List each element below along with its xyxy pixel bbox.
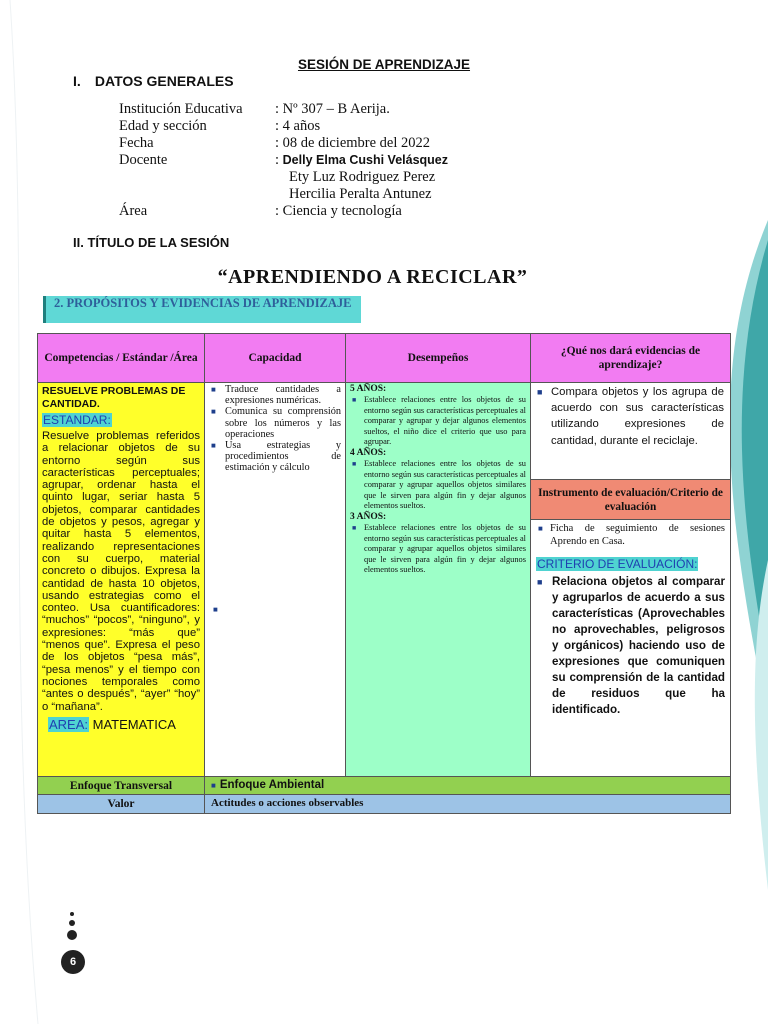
competencia-cell <box>37 382 205 777</box>
dot <box>70 912 74 916</box>
area-line <box>42 717 200 732</box>
docente-label: Docente <box>119 152 168 168</box>
section-number: II. <box>73 235 84 250</box>
fecha-label: Fecha <box>119 135 154 151</box>
valor-value: Actitudes o acciones observables <box>204 794 731 814</box>
docente-colon: : <box>275 152 283 168</box>
capacidad-text: Usa estrategias y procedimientos de estimación y cálculo <box>225 440 341 474</box>
criterio-item <box>536 574 725 718</box>
estandar-text: Resuelve problemas referidos a relacionar objetos de su entorno según sus características perceptuales; agrupar, ordenar hasta el quinto lugar, seriar hasta 5 objetos, comparar cantidades de objetos y pesos, agregar y quitar hasta 5 elementos, realizando representaciones con su cuerpo, material concreto o dibujos. Expresa la cantidad de hasta 10 objetos, usando estrategias como el conteo. Usa cuantificadores: “muchos” “pocos”, “ninguno”, y expresiones: “más que” “menos que”. Expresa el peso de los objetos “pesa más”, “pesa menos” y el tiempo con nociones temporales como “antes o después”, “ayer” “hoy” o “mañana”. <box>42 430 200 713</box>
enfoque-text: Enfoque Ambiental <box>219 779 325 791</box>
area-name: MATEMATICA <box>89 716 176 732</box>
header-desempenos: Desempeños <box>345 333 531 383</box>
session-title: SESIÓN DE APRENDIZAJE <box>297 57 471 72</box>
header-competencias: Competencias / Estándar /Área <box>37 333 205 383</box>
desempeno-item <box>350 523 526 576</box>
enfoque-label: Enfoque Transversal <box>37 776 205 795</box>
page-number: 6 <box>61 950 85 974</box>
capacidad-list <box>211 384 341 474</box>
square-bullet-icon: ■ <box>537 387 543 397</box>
criterio-cell <box>530 519 731 777</box>
purposes-title: 2. PROPÓSITOS Y EVIDENCIAS DE APRENDIZAJE <box>54 296 352 310</box>
age-label: 3 AÑOS: <box>350 511 387 522</box>
area-label: Área <box>119 203 148 219</box>
capacidad-cell <box>204 382 346 777</box>
square-bullet-icon: ■ <box>211 385 216 394</box>
docente-3: Hercilia Peralta Antunez <box>289 186 432 202</box>
square-bullet-icon: ■ <box>352 523 357 532</box>
age-label: 4 AÑOS: <box>350 447 387 458</box>
dot <box>67 930 77 940</box>
ficha-text: Ficha de seguimiento de sesiones Aprendo en Casa. <box>550 523 725 547</box>
institucion-label: Institución Educativa <box>119 101 243 117</box>
square-bullet-icon: ■ <box>213 605 218 614</box>
desempeno-item <box>350 395 526 448</box>
section-number: I. <box>73 73 81 89</box>
square-bullet-icon: ■ <box>211 441 216 451</box>
desempeno-text: Establece relaciones entre los objetos de su entorno según sus características perceptuales al comparar y agrupar aquellos objetos similares que le sirven para algún fin y dejar algunos elementos sueltos. <box>364 522 526 575</box>
square-bullet-icon: ■ <box>211 781 216 790</box>
header-evidencias: ¿Qué nos dará evidencias de aprendizaje? <box>530 333 731 383</box>
area-tag: AREA: <box>49 716 89 732</box>
valor-label: Valor <box>37 794 205 814</box>
square-bullet-icon: ■ <box>538 524 543 533</box>
square-bullet-icon: ■ <box>537 577 543 587</box>
docente-1: Delly Elma Cushi Velásquez <box>282 153 449 167</box>
desempeno-text: Establece relaciones entre los objetos de su entorno según sus características perceptuales al comparar y agrupar aquellos objetos similares que le sirven para algún fin y dejar algunos elementos sueltos. <box>364 458 526 511</box>
list-item <box>211 406 341 440</box>
header-capacidad: Capacidad <box>204 333 346 383</box>
instrumento-header: Instrumento de evaluación/Criterio de evaluación <box>530 479 731 520</box>
square-bullet-icon: ■ <box>352 396 357 404</box>
desempeno-item <box>350 459 526 512</box>
dot <box>69 920 75 926</box>
estandar-label: ESTANDAR: <box>43 413 111 427</box>
evidencia-cell <box>530 382 731 480</box>
capacidad-text: Traduce cantidades a expresiones numéricas. <box>225 384 341 407</box>
criterio-label: CRITERIO DE EVALUACIÓN: <box>537 557 698 571</box>
area-value: : Ciencia y tecnología <box>275 203 402 219</box>
edad-value: : 4 años <box>275 118 321 134</box>
desempeno-text: Establece relaciones entre los objetos de su entorno según sus características perceptuales al comparar y agrupar y dejar algunos elementos sueltos, el niño dice el criterio que uso para agrupar. <box>364 395 526 447</box>
section-titulo-sesion <box>73 235 229 250</box>
edad-label: Edad y sección <box>119 118 207 134</box>
age-label: 5 AÑOS: <box>350 384 387 394</box>
purposes-box <box>43 296 361 323</box>
desempenos-cell <box>345 382 531 777</box>
square-bullet-icon: ■ <box>352 459 357 468</box>
ficha-item <box>536 522 725 548</box>
list-item <box>211 440 341 474</box>
evidencia-text: Compara objetos y los agrupa de acuerdo con sus características utilizando expresiones de cantidad, durante el reciclaje. <box>551 386 724 447</box>
square-bullet-icon: ■ <box>211 407 216 417</box>
institucion-value: : Nº 307 – B Aerija. <box>275 101 390 117</box>
left-margin-decoration <box>0 0 40 1024</box>
capacidad-text: Comunica su comprensión sobre los números y las operaciones <box>225 406 341 440</box>
enfoque-value <box>204 776 731 795</box>
list-item <box>211 384 341 406</box>
docente-2: Ety Luz Rodriguez Perez <box>289 169 436 185</box>
fecha-value: : 08 de diciembre del 2022 <box>275 135 431 151</box>
evidencia-item <box>537 384 724 449</box>
section-datos-generales <box>73 73 234 89</box>
docente-value <box>275 152 448 169</box>
competencia-title: RESUELVE PROBLEMAS DE CANTIDAD. <box>42 385 186 410</box>
section-title: TÍTULO DE LA SESIÓN <box>87 235 230 250</box>
criterio-text: Relaciona objetos al comparar y agruparlos de acuerdo a sus características (Aprovechables no aprovechables, peligrosos y orgánicos) haciendo uso de expresiones que comuniquen su comprensión de la cantidad de residuos que ha identificado. <box>552 575 725 716</box>
section-title: DATOS GENERALES <box>94 73 234 89</box>
main-title: “APRENDIENDO A RECICLAR” <box>217 266 528 288</box>
